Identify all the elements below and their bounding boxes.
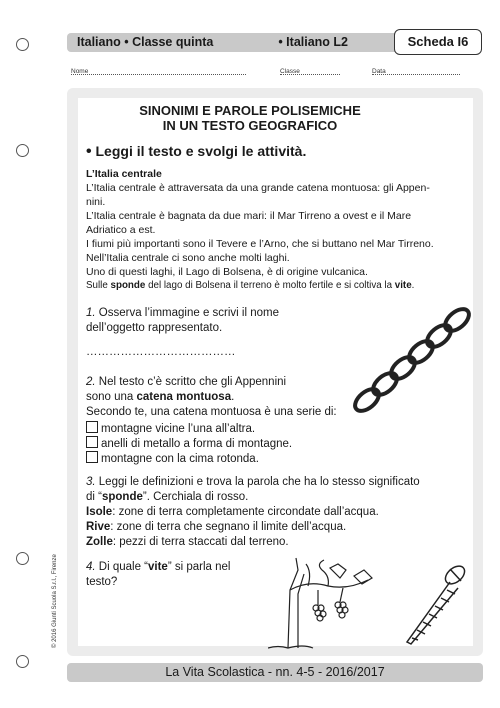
reading-line: Adriatico a est. [86,224,156,236]
reading-line: Sulle sponde del lago di Bolsena il terreno è molto fertile e si coltiva la vite. [86,280,415,291]
header-bar [67,33,420,52]
name-label: Nome [71,68,89,75]
copyright-notice: © 2016 Giunti Scuola S.r.l., Firenze [52,554,58,648]
question-3: di “sponde”. Cerchiala di rosso. [86,491,249,503]
option-1[interactable]: montagne vicine l’una all’altra. [86,421,255,435]
worksheet-title: IN UN TESTO GEOGRAFICO [162,118,338,133]
subject-label: • Italiano L2 [278,35,348,49]
grapevine-image [268,550,378,650]
question-3: 3. Leggi le definizioni e trova la parola che ha lo stesso significato [86,476,420,488]
checkbox[interactable] [86,436,98,448]
question-4: 4. Di quale “vite” si parla nel [86,561,231,573]
reading-line: L’Italia centrale è attraversata da una grande catena montuosa: gli Appen- [86,182,430,194]
date-field[interactable] [372,68,460,75]
class-field[interactable] [280,68,340,75]
footer-bar: La Vita Scolastica - nn. 4-5 - 2016/2017 [67,663,483,682]
definition[interactable]: Isole: zone di terra completamente circondate dall’acqua. [86,506,379,518]
name-field[interactable] [71,68,246,75]
subject-class-label: Italiano • Classe quinta [77,35,214,49]
question-2: Secondo te, una catena montuosa è una serie di: [86,406,337,418]
question-1: dell’oggetto rappresentato. [86,322,223,334]
question-1: 1. Osserva l’immagine e scrivi il nome [86,307,280,319]
reading-line: Uno di questi laghi, il Lago di Bolsena, è di origine vulcanica. [86,266,368,278]
reading-line: I fiumi più importanti sono il Tevere e l’Arno, che si buttano nel Mar Tirreno. [86,238,434,250]
date-label: Data [372,68,386,75]
definition[interactable]: Zolle: pezzi di terra staccati dal terreno. [86,536,289,548]
binder-hole [16,38,29,51]
reading-line: L’Italia centrale è bagnata da due mari: il Mar Tirreno a ovest e il Mare [86,210,412,222]
chain-image [345,300,485,420]
checkbox[interactable] [86,421,98,433]
question-2: sono una catena montuosa. [86,391,235,403]
answer-line[interactable]: ………………………………… [86,346,236,358]
worksheet-title: SINONIMI E PAROLE POLISEMICHE [139,103,361,118]
class-label: Classe [280,68,300,75]
checkbox[interactable] [86,451,98,463]
worksheet-id: Scheda I6 [394,29,482,55]
screw-image [395,560,475,650]
binder-hole [16,552,29,565]
option-3[interactable]: montagne con la cima rotonda. [86,451,259,465]
reading-line: nini. [86,196,106,208]
reading-line: Nell’Italia centrale ci sono anche molti laghi. [86,252,290,264]
binder-hole [16,144,29,157]
question-2: 2. Nel testo c’è scritto che gli Appennini [86,376,287,388]
reading-heading: L’Italia centrale [86,168,162,180]
main-instruction: • Leggi il testo e svolgi le attività. [86,143,307,160]
definition[interactable]: Rive: zone di terra che segnano il limite dell’acqua. [86,521,347,533]
option-2[interactable]: anelli di metallo a forma di montagne. [86,436,292,450]
binder-hole [16,655,29,668]
question-4: testo? [86,576,118,588]
